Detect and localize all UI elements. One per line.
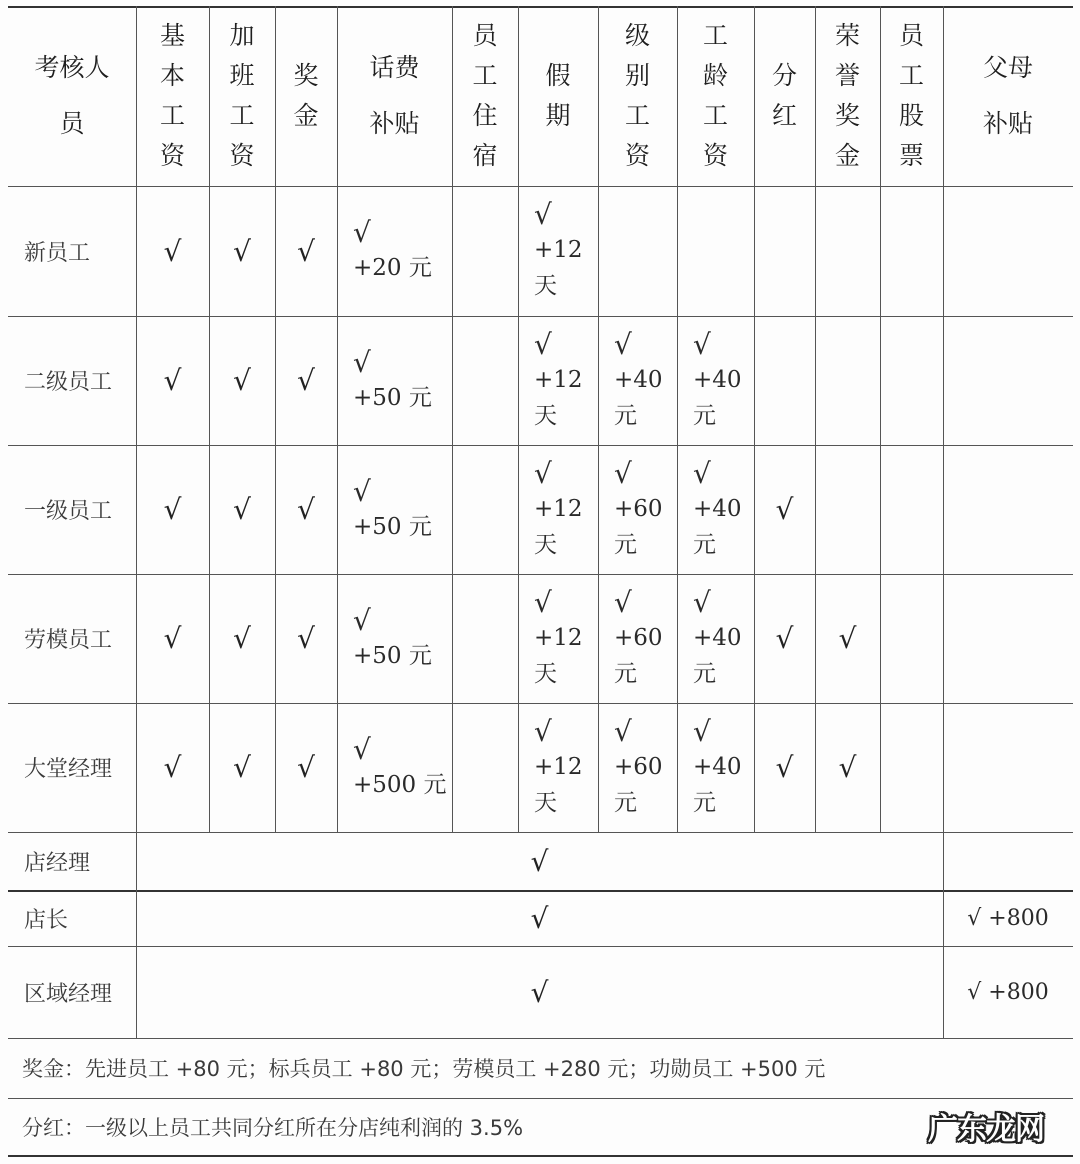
table-cell (452, 186, 518, 316)
table-cell (880, 445, 943, 574)
column-header (452, 6, 518, 186)
table-cell (518, 316, 598, 445)
table-cell: √ (233, 364, 251, 397)
row-label: 区域经理 (24, 981, 113, 1007)
table-cell (943, 574, 1073, 703)
cell-line: 元 (614, 789, 637, 816)
table-cell: √ (838, 622, 857, 655)
cell-line: +40 (693, 366, 742, 393)
cell-line: 天 (534, 402, 557, 429)
cell-line: √ (353, 474, 371, 508)
cell-line: +500 元 (353, 771, 447, 798)
cell-line: 元 (693, 402, 716, 429)
table-cell: √ (775, 493, 794, 526)
table-cell: √ (163, 622, 182, 655)
merged-cell: √ (530, 844, 549, 878)
table-cell (677, 574, 754, 703)
table-cell (518, 186, 598, 316)
header-text: 奖 (834, 101, 860, 130)
table-cell: √ (233, 622, 251, 655)
header-text: 本 (159, 61, 185, 90)
table-cell: √ (163, 234, 182, 268)
column-header (880, 6, 943, 186)
header-text: 股 (898, 101, 924, 130)
cell-line: +40 (693, 624, 742, 651)
header-text: 金 (834, 141, 860, 170)
cell-line: √ (614, 714, 632, 748)
cell-line: √ (353, 345, 371, 379)
column-header (754, 6, 815, 186)
cell-line: √ (534, 456, 552, 490)
header-text: 工 (159, 101, 185, 130)
header-text: 工 (229, 101, 255, 130)
cell-line: +50 元 (353, 384, 432, 411)
header-text: 考核人 (34, 53, 110, 82)
bonus-note: 奖金：先进员工 +80 元；标兵员工 +80 元；劳模员工 +280 元；功勋员工 +500 元 (22, 1057, 826, 1081)
header-text: 补贴 (369, 109, 420, 138)
table-cell: √ (297, 622, 315, 655)
header-text: 补贴 (982, 109, 1033, 138)
cell-line: 元 (614, 660, 637, 687)
parent-subsidy-cell (943, 832, 1073, 890)
merged-cell: √ (530, 901, 549, 935)
header-text: 奖 (293, 61, 319, 90)
table-cell: √ (233, 751, 251, 784)
table-cell: √ (233, 493, 251, 526)
cell-line: √ (693, 714, 711, 748)
cell-line: √ (534, 198, 552, 231)
header-text: 工 (472, 61, 498, 90)
column-header (337, 6, 452, 186)
table-cell (677, 186, 754, 316)
header-text: 资 (624, 141, 650, 170)
cell-line: 元 (693, 531, 716, 558)
table-rule (8, 1038, 1073, 1039)
table-cell (880, 574, 943, 703)
cell-line: √ (614, 327, 632, 361)
cell-line: +40 (614, 366, 663, 393)
cell-line: √ (353, 732, 371, 766)
cell-line: 天 (534, 789, 557, 816)
header-text: 班 (229, 61, 255, 90)
header-text: 别 (624, 61, 650, 90)
header-text: 工 (624, 101, 650, 130)
table-cell: √ (233, 234, 251, 268)
table-cell (337, 316, 452, 445)
row-label: 店长 (24, 907, 69, 933)
header-text: 父母 (982, 53, 1033, 82)
header-text: 住 (472, 101, 498, 130)
cell-line: √ (353, 603, 371, 637)
row-label: 一级员工 (24, 499, 113, 524)
cell-line: 天 (534, 273, 557, 299)
table-cell (943, 703, 1073, 832)
header-text: 期 (545, 101, 571, 130)
header-text: 荣 (834, 21, 860, 50)
cell-line: +40 (693, 753, 742, 780)
table-cell (337, 186, 452, 316)
column-header (8, 6, 136, 186)
table-cell (337, 703, 452, 832)
column-header (677, 6, 754, 186)
header-text: 资 (702, 141, 728, 170)
table-cell (598, 445, 677, 574)
cell-line: √ (534, 585, 552, 619)
row-label: 劳模员工 (24, 628, 113, 653)
merged-cell: √ (530, 975, 549, 1009)
table-cell: √ (163, 751, 182, 784)
table-cell (943, 186, 1073, 316)
cell-line: 元 (693, 789, 716, 816)
table-cell (452, 316, 518, 445)
table-cell (598, 186, 677, 316)
cell-line: +12 (534, 366, 583, 393)
column-header (275, 6, 337, 186)
table-cell: √ (297, 234, 315, 268)
table-cell (677, 445, 754, 574)
cell-line: √ (693, 327, 711, 361)
header-text: 基 (159, 21, 185, 50)
row-label: 店经理 (24, 850, 91, 876)
cell-line: √ (614, 585, 632, 619)
cell-line: +60 (614, 495, 663, 522)
cell-line: +50 元 (353, 513, 432, 540)
table-cell: √ (297, 751, 315, 784)
cell-line: √ (693, 456, 711, 490)
header-text: 假 (545, 61, 571, 90)
header-text: 资 (159, 141, 185, 170)
table-cell (815, 316, 880, 445)
header-text: 员 (59, 109, 85, 138)
dividend-note: 分红：一级以上员工共同分红所在分店纯利润的 3.5% (22, 1116, 524, 1140)
header-text: 加 (229, 21, 255, 50)
row-label: 大堂经理 (24, 757, 113, 782)
table-cell (518, 703, 598, 832)
cell-line: +20 元 (353, 255, 432, 281)
cell-line: 天 (534, 660, 557, 687)
table-cell: √ (775, 622, 794, 655)
table-cell: √ (775, 751, 794, 784)
table-cell (880, 186, 943, 316)
cell-line: 元 (614, 531, 637, 558)
table-cell (880, 316, 943, 445)
table-cell (337, 574, 452, 703)
parent-subsidy-cell: √ +800 (967, 905, 1049, 931)
table-cell (943, 445, 1073, 574)
column-header (518, 6, 598, 186)
header-text: 分 (771, 61, 797, 90)
table-cell (598, 316, 677, 445)
table-cell (598, 574, 677, 703)
cell-line: √ (534, 327, 552, 361)
header-text: 龄 (702, 61, 728, 90)
cell-line: 元 (693, 660, 716, 687)
header-text: 工 (898, 61, 924, 90)
cell-line: √ (693, 585, 711, 619)
cell-line: √ (614, 456, 632, 490)
cell-line: +60 (614, 753, 663, 780)
table-cell (677, 703, 754, 832)
cell-line: +12 (534, 237, 583, 263)
header-text: 员 (898, 21, 924, 50)
table-cell (754, 316, 815, 445)
row-label: 二级员工 (24, 370, 113, 395)
cell-line: 元 (614, 402, 637, 429)
table-cell (598, 703, 677, 832)
cell-line: +12 (534, 753, 583, 780)
row-label: 新员工 (24, 240, 91, 266)
header-text: 金 (293, 101, 319, 130)
cell-line: +12 (534, 624, 583, 651)
cell-line: +40 (693, 495, 742, 522)
parent-subsidy-cell: √ +800 (967, 979, 1049, 1005)
table-rule (8, 1098, 1073, 1099)
table-cell (452, 574, 518, 703)
cell-line: +60 (614, 624, 663, 651)
table-cell: √ (163, 493, 182, 526)
header-text: 工 (702, 21, 728, 50)
header-text: 员 (472, 21, 498, 50)
table-cell (337, 445, 452, 574)
table-cell (815, 445, 880, 574)
header-text: 誉 (834, 61, 860, 90)
header-text: 资 (229, 141, 255, 170)
header-text: 工 (702, 101, 728, 130)
table-cell (754, 186, 815, 316)
header-text: 级 (624, 21, 650, 50)
header-text: 话费 (369, 53, 420, 82)
header-text: 票 (898, 141, 924, 170)
cell-line: √ (534, 714, 552, 748)
table-cell (943, 316, 1073, 445)
cell-line: 天 (534, 531, 557, 558)
table-cell: √ (838, 751, 857, 784)
table-cell (880, 703, 943, 832)
table-cell: √ (297, 364, 315, 397)
column-header (136, 6, 209, 186)
table-rule (8, 1155, 1073, 1157)
column-header (598, 6, 677, 186)
watermark-logo: 广东龙网 (928, 1112, 1044, 1147)
column-header (943, 6, 1073, 186)
cell-line: +12 (534, 495, 583, 522)
table-cell: √ (297, 493, 315, 526)
table-cell (677, 316, 754, 445)
table-cell (518, 574, 598, 703)
cell-line: +50 元 (353, 642, 432, 669)
column-header (815, 6, 880, 186)
header-text: 红 (771, 101, 797, 130)
table-cell (452, 445, 518, 574)
table-cell (452, 703, 518, 832)
column-header (209, 6, 275, 186)
table-cell (815, 186, 880, 316)
table-cell (518, 445, 598, 574)
header-text: 宿 (472, 141, 498, 170)
table-cell: √ (163, 364, 182, 397)
cell-line: √ (353, 216, 371, 249)
